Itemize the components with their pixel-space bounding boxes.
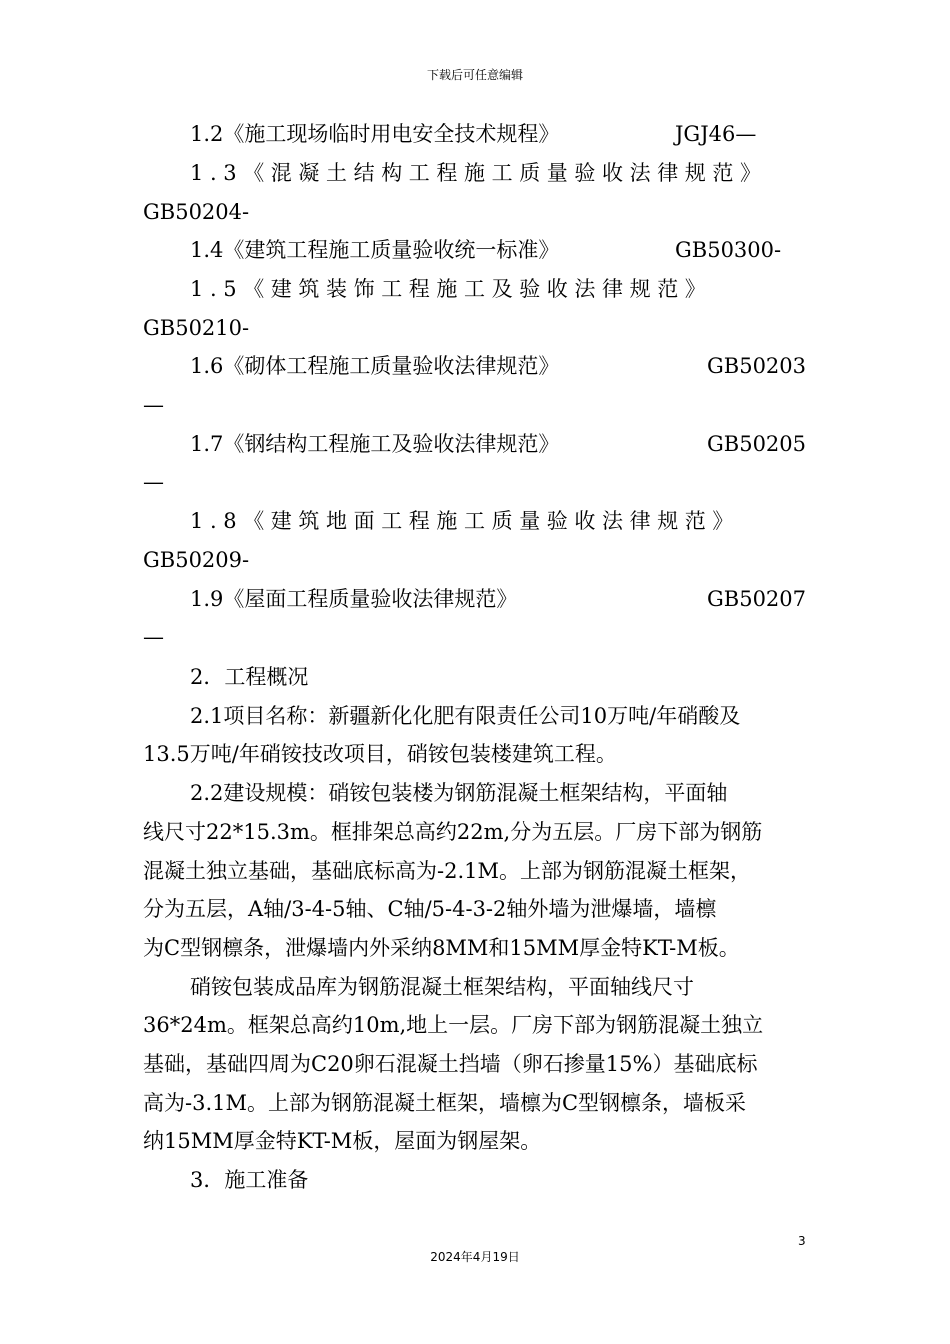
p22-line-1: 2.2建设规模：硝铵包装楼为钢筋混凝土框架结构，平面轴: [190, 781, 728, 805]
p22-line-2: 线尺寸22*15.3m。框排架总高约22m,分为五层。厂房下部为钢筋: [143, 820, 763, 844]
header-note: 下载后可任意编辑: [426, 68, 523, 82]
ref-1-8-title: 1.8《建筑地面工程施工质量验收法律规范》: [190, 509, 740, 533]
ref-1-9-code: GB50207: [707, 587, 807, 611]
ref-1-8-code: GB50209-: [143, 548, 250, 572]
ref-1-6-code: GB50203: [707, 354, 807, 378]
p23-line-4: 高为-3.1M。上部为钢筋混凝土框架，墙檩为C型钢檩条，墙板采: [143, 1091, 747, 1115]
ref-1-9-tail: —: [143, 625, 164, 649]
p23-line-5: 纳15MM厚金特KT-M板，屋面为钢屋架。: [143, 1129, 542, 1153]
ref-1-6-title: 1.6《砌体工程施工质量验收法律规范》: [190, 354, 560, 378]
ref-1-7-title: 1.7《钢结构工程施工及验收法律规范》: [190, 432, 560, 456]
p21-line-2: 13.5万吨/年硝铵技改项目，硝铵包装楼建筑工程。: [143, 742, 617, 766]
page-number: 3: [798, 1234, 806, 1248]
ref-1-5-code: GB50210-: [143, 316, 250, 340]
p23-line-1: 硝铵包装成品库为钢筋混凝土框架结构，平面轴线尺寸: [190, 975, 694, 999]
section-3-heading: 3．施工准备: [190, 1168, 309, 1192]
p23-line-2: 36*24m。框架总高约10m,地上一层。厂房下部为钢筋混凝土独立: [143, 1013, 764, 1037]
section-2-heading: 2．工程概况: [190, 665, 309, 689]
ref-1-4-code: GB50300-: [675, 238, 782, 262]
p22-line-5: 为C型钢檩条，泄爆墙内外采纳8MM和15MM厚金特KT-M板。: [143, 936, 740, 960]
ref-1-3-title: 1.3《混凝土结构工程施工质量验收法律规范》: [190, 161, 768, 185]
ref-1-7-tail: —: [143, 470, 164, 494]
p22-line-3: 混凝土独立基础，基础底标高为-2.1M。上部为钢筋混凝土框架，: [143, 859, 751, 883]
ref-1-4-title: 1.4《建筑工程施工质量验收统一标准》: [190, 238, 560, 262]
ref-1-2-code: JGJ46—: [675, 122, 757, 146]
ref-1-2-title: 1.2《施工现场临时用电安全技术规程》: [190, 122, 560, 146]
ref-1-3-code: GB50204-: [143, 200, 250, 224]
ref-1-5-title: 1.5《建筑装饰工程施工及验收法律规范》: [190, 277, 713, 301]
p22-line-4: 分为五层，A轴/3-4-5轴、C轴/5-4-3-2轴外墙为泄爆墙，墙檩: [143, 897, 717, 921]
ref-1-6-tail: —: [143, 393, 164, 417]
p23-line-3: 基础，基础四周为C20卵石混凝土挡墙（卵石掺量15%）基础底标: [143, 1052, 758, 1076]
footer-date: 2024年4月19日: [430, 1250, 520, 1264]
p21-line-1: 2.1项目名称：新疆新化化肥有限责任公司10万吨/年硝酸及: [190, 704, 741, 728]
ref-1-7-code: GB50205: [707, 432, 807, 456]
ref-1-9-title: 1.9《屋面工程质量验收法律规范》: [190, 587, 518, 611]
